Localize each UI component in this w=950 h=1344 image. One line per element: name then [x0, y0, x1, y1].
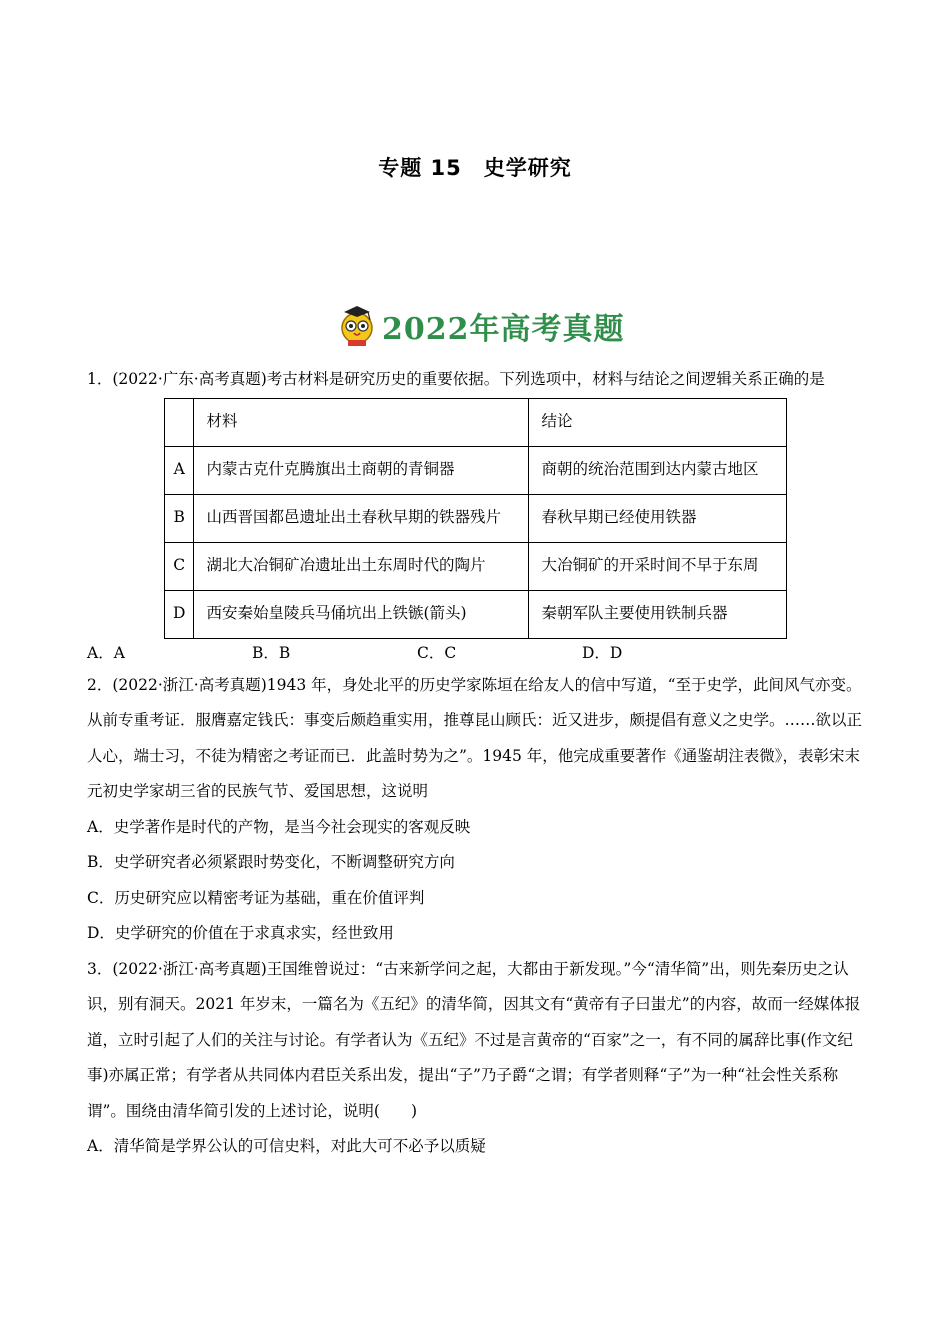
table-cell: C — [165, 542, 194, 590]
answer-option-c[interactable]: C．C — [417, 643, 457, 662]
table-row — [165, 494, 787, 542]
table-cell: 湖北大冶铜矿冶遗址出土东周时代的陶片 — [194, 542, 529, 590]
answer-option-c[interactable]: C．历史研究应以精密考证为基础，重在价值评判 — [87, 888, 425, 907]
table-cell: D — [165, 590, 194, 638]
table-header-conclusion: 结论 — [529, 398, 787, 446]
answer-option-d[interactable]: D．史学研究的价值在于求真求实，经世致用 — [87, 924, 394, 942]
table-cell: A — [165, 446, 194, 494]
answer-option-d[interactable]: D．D — [582, 643, 623, 662]
owl-mascot-icon — [330, 302, 380, 348]
answer-option-b[interactable]: B．B — [252, 643, 291, 662]
answer-option-a[interactable]: A．清华简是学界公认的可信史料，对此大可不必予以质疑 — [87, 1137, 486, 1155]
table-row — [165, 590, 787, 638]
table-cell: 山西晋国都邑遗址出土春秋早期的铁器残片 — [194, 494, 529, 542]
q1-stem: 1．(2022·广东·高考真题)考古材料是研究历史的重要依据。下列选项中，材料与结论之间逻辑关系正确的是 — [87, 370, 825, 388]
answer-option-a[interactable]: A．史学著作是时代的产物，是当今社会现实的客观反映 — [87, 817, 471, 836]
q1-answer-options — [87, 639, 862, 668]
table-row — [165, 446, 787, 494]
banner-title: 2022年高考真题 — [382, 312, 625, 347]
q3-stem: 3．(2022·浙江·高考真题)王国维曾说过：“古来新学问之起，大都由于新发现。”今“清华简”出，则先秦历史之认识，别有洞天。2021 年岁末，一篇名为《五纪》的清华简，因其文有“黄帝有子曰蚩尤”的内容，故而一经媒体报道，立时引起了人们的关注与讨论。有学者认为《五纪》不过是言黄帝的“百家”之一，有不同的属辞比事(作文纪事)亦属正常；有学者从共同体内君臣关系出发，提出“子”乃子爵“之谓；有学者则释“子”为一种“社会性关系称谓”。围绕由清华简引发的上述讨论，说明( ) — [87, 959, 861, 1120]
table-cell: 秦朝军队主要使用铁制兵器 — [529, 590, 787, 638]
table-cell: 商朝的统治范围到达内蒙古地区 — [529, 446, 787, 494]
question-list — [87, 362, 862, 1165]
table-cell: 西安秦始皇陵兵马俑坑出上铁镞(箭头) — [194, 590, 529, 638]
page-title: 专题 15 史学研究 — [378, 156, 572, 180]
table-cell: 大冶铜矿的开采时间不早于东周 — [529, 542, 787, 590]
table-row — [165, 398, 787, 446]
table-cell: B — [165, 494, 194, 542]
table-header-material: 材料 — [194, 398, 529, 446]
table-cell: 内蒙古克什克腾旗出土商朝的青铜器 — [194, 446, 529, 494]
table-row — [165, 542, 787, 590]
answer-option-b[interactable]: B．史学研究者必须紧跟时势变化，不断调整研究方向 — [87, 853, 455, 871]
section-banner — [330, 302, 625, 348]
table-cell: 春秋早期已经使用铁器 — [529, 494, 787, 542]
q2-stem: 2．(2022·浙江·高考真题)1943 年，身处北平的历史学家陈垣在给友人的信中写道，“至于史学，此间风气亦变。从前专重考证．服膺嘉定钱氏：事变后颇趋重实用，推尊昆山顾氏：近又进步，颇提倡有意义之史学。……欲以正人心，端士习，不徒为精密之考证而已．此盖时势为之”。1945 年，他完成重要著作《通鉴胡注表微》，表彰宋末元初史学家胡三省的民族气节、爱国思想，这说明 — [87, 675, 863, 800]
table-cell — [165, 398, 194, 446]
answer-option-a[interactable]: A．A — [87, 643, 125, 662]
q1-table — [164, 398, 787, 639]
